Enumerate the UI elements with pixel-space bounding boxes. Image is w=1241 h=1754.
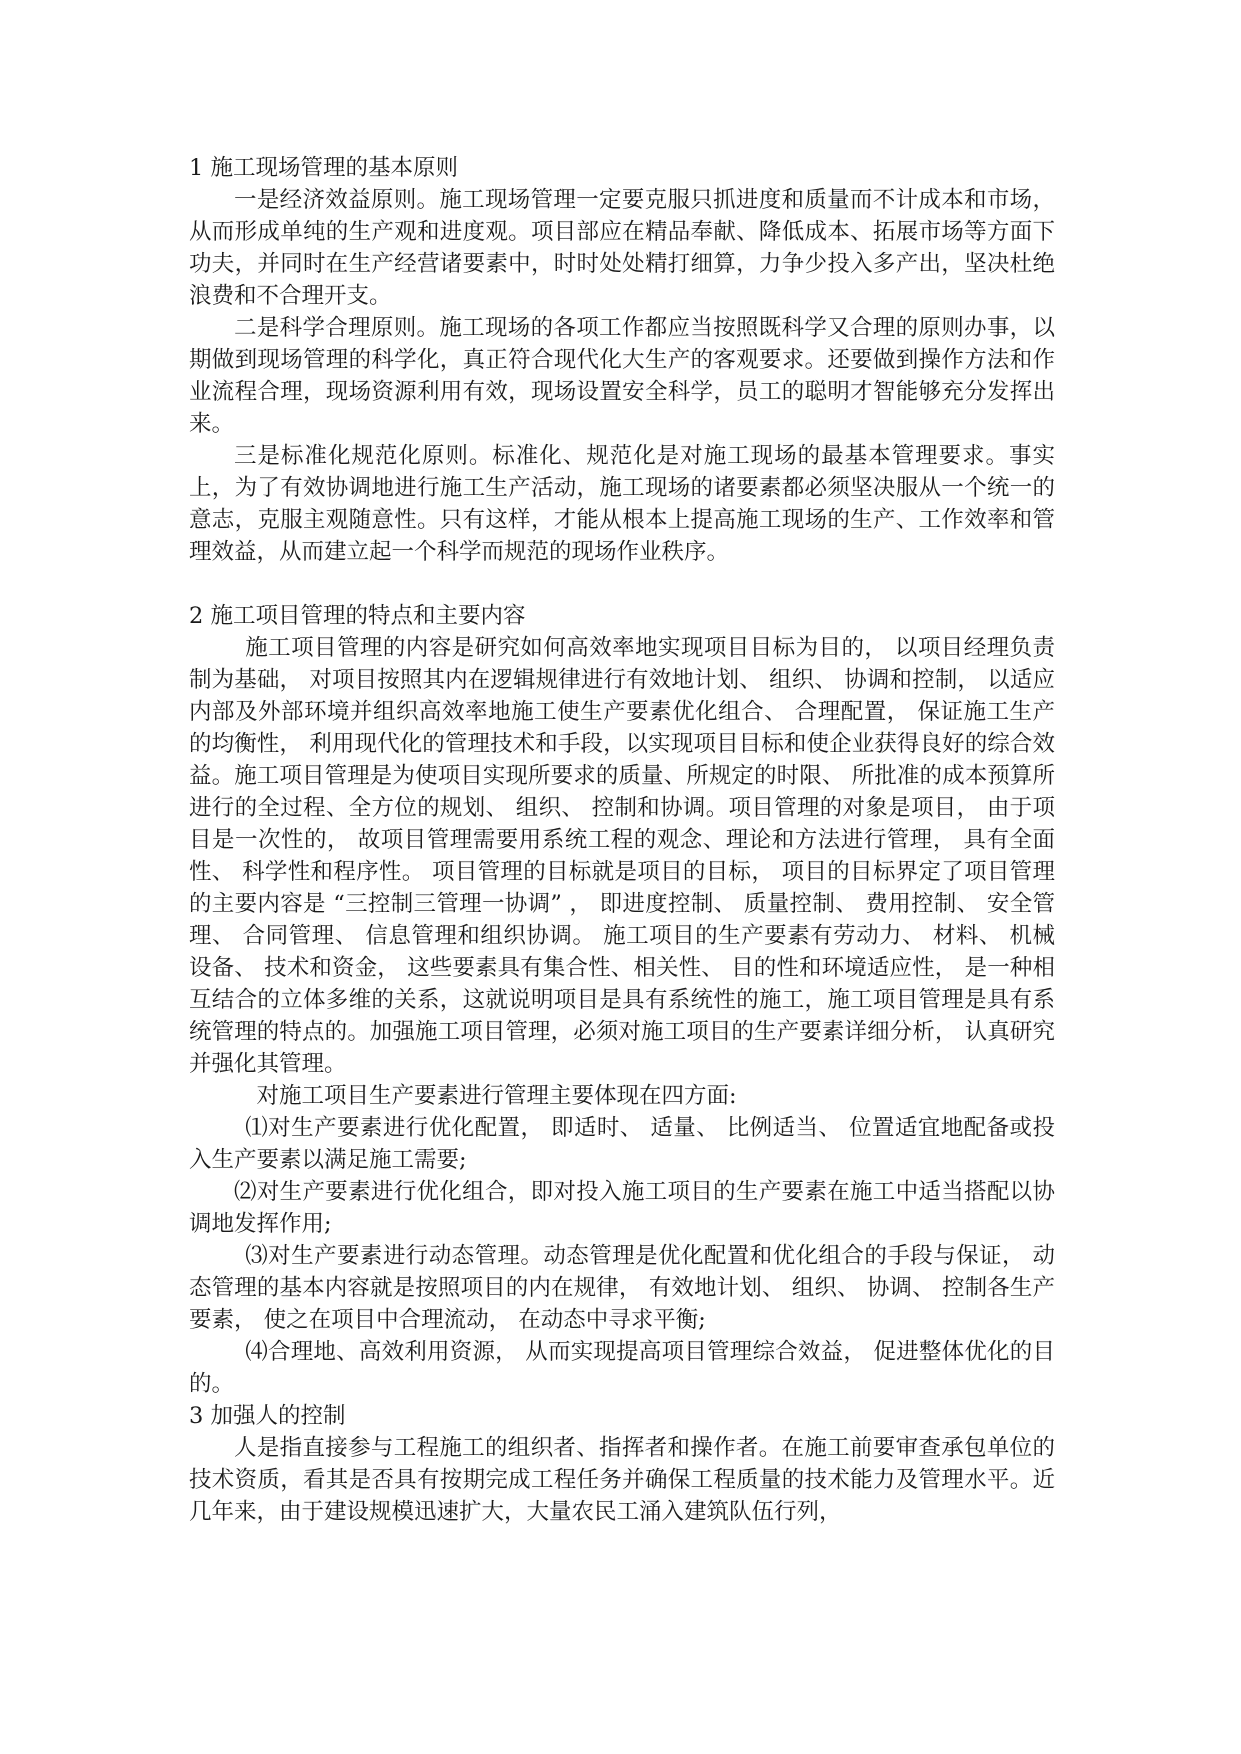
list-item: ⑷合理地、高效利用资源， 从而实现提高项目管理综合效益， 促进整体优化的目的。: [189, 1339, 1055, 1397]
list-item: ⑶对生产要素进行动态管理。动态管理是优化配置和优化组合的手段与保证， 动态管理的基本内容就是按照项目的内在规律， 有效地计划、 组织、 协调、 控制各生产要素， 使之在项目中合理流动， 在动态中寻求平衡;: [189, 1243, 1055, 1333]
paragraph: 施工项目管理的内容是研究如何高效率地实现项目目标为目的， 以项目经理负责制为基础， 对项目按照其内在逻辑规律进行有效地计划、 组织、 协调和控制， 以适应内部及外部环境并组织高效率地施工使生产要素优化组合、 合理配置， 保证施工生产的均衡性， 利用现代化的管理技术和手段，以实现项目目标和使企业获得良好的综合效益。施工项目管理是为使项目实现所要求的质量、所规定的时限、 所批准的成本预算所进行的全过程、全方位的规划、 组织、 控制和协调。项目管理的对象是项目， 由于项目是一次性的， 故项目管理需要用系统工程的观念、理论和方法进行管理， 具有全面性、 科学性和程序性。 项目管理的目标就是项目的目标， 项目的目标界定了项目管理的主要内容是 “三控制三管理一协调” ， 即进度控制、 质量控制、 费用控制、 安全管理、 合同管理、 信息管理和组织协调。 施工项目的生产要素有劳动力、 材料、 机械设备、 技术和资金， 这些要素具有集合性、相关性、 目的性和环境适应性， 是一种相互结合的立体多维的关系，这就说明项目是具有系统性的施工，施工项目管理是具有系统管理的特点的。加强施工项目管理，必须对施工项目的生产要素详细分析， 认真研究并强化其管理。: [189, 635, 1055, 1077]
paragraph: 人是指直接参与工程施工的组织者、指挥者和操作者。在施工前要审查承包单位的技术资质，看其是否具有按期完成工程任务并确保工程质量的技术能力及管理水平。近几年来，由于建设规模迅速扩大，大量农民工涌入建筑队伍行列，: [189, 1435, 1055, 1525]
paragraph: 对施工项目生产要素进行管理主要体现在四方面:: [256, 1083, 737, 1109]
section-heading-2: 2 施工项目管理的特点和主要内容: [189, 603, 526, 629]
document-page: [189, 152, 1055, 1528]
section-heading-1: 1 施工现场管理的基本原则: [189, 155, 458, 181]
list-item: ⑵对生产要素进行优化组合，即对投入施工项目的生产要素在施工中适当搭配以协调地发挥作用;: [189, 1179, 1055, 1237]
paragraph: 三是标准化规范化原则。标准化、规范化是对施工现场的最基本管理要求。事实上，为了有效协调地进行施工生产活动，施工现场的诸要素都必须坚决服从一个统一的意志，克服主观随意性。只有这样，才能从根本上提高施工现场的生产、工作效率和管理效益，从而建立起一个科学而规范的现场作业秩序。: [189, 443, 1055, 565]
section-heading-3: 3 加强人的控制: [189, 1403, 346, 1429]
list-item: ⑴对生产要素进行优化配置， 即适时、 适量、 比例适当、 位置适宜地配备或投入生产要素以满足施工需要;: [189, 1115, 1055, 1173]
paragraph: 一是经济效益原则。施工现场管理一定要克服只抓进度和质量而不计成本和市场，从而形成单纯的生产观和进度观。项目部应在精品奉献、降低成本、拓展市场等方面下功夫，并同时在生产经营诸要素中，时时处处精打细算，力争少投入多产出，坚决杜绝浪费和不合理开支。: [189, 187, 1055, 309]
paragraph: 二是科学合理原则。施工现场的各项工作都应当按照既科学又合理的原则办事，以期做到现场管理的科学化，真正符合现代化大生产的客观要求。还要做到操作方法和作业流程合理，现场资源利用有效，现场设置安全科学，员工的聪明才智能够充分发挥出来。: [189, 315, 1055, 437]
section-spacer: [189, 568, 1055, 600]
